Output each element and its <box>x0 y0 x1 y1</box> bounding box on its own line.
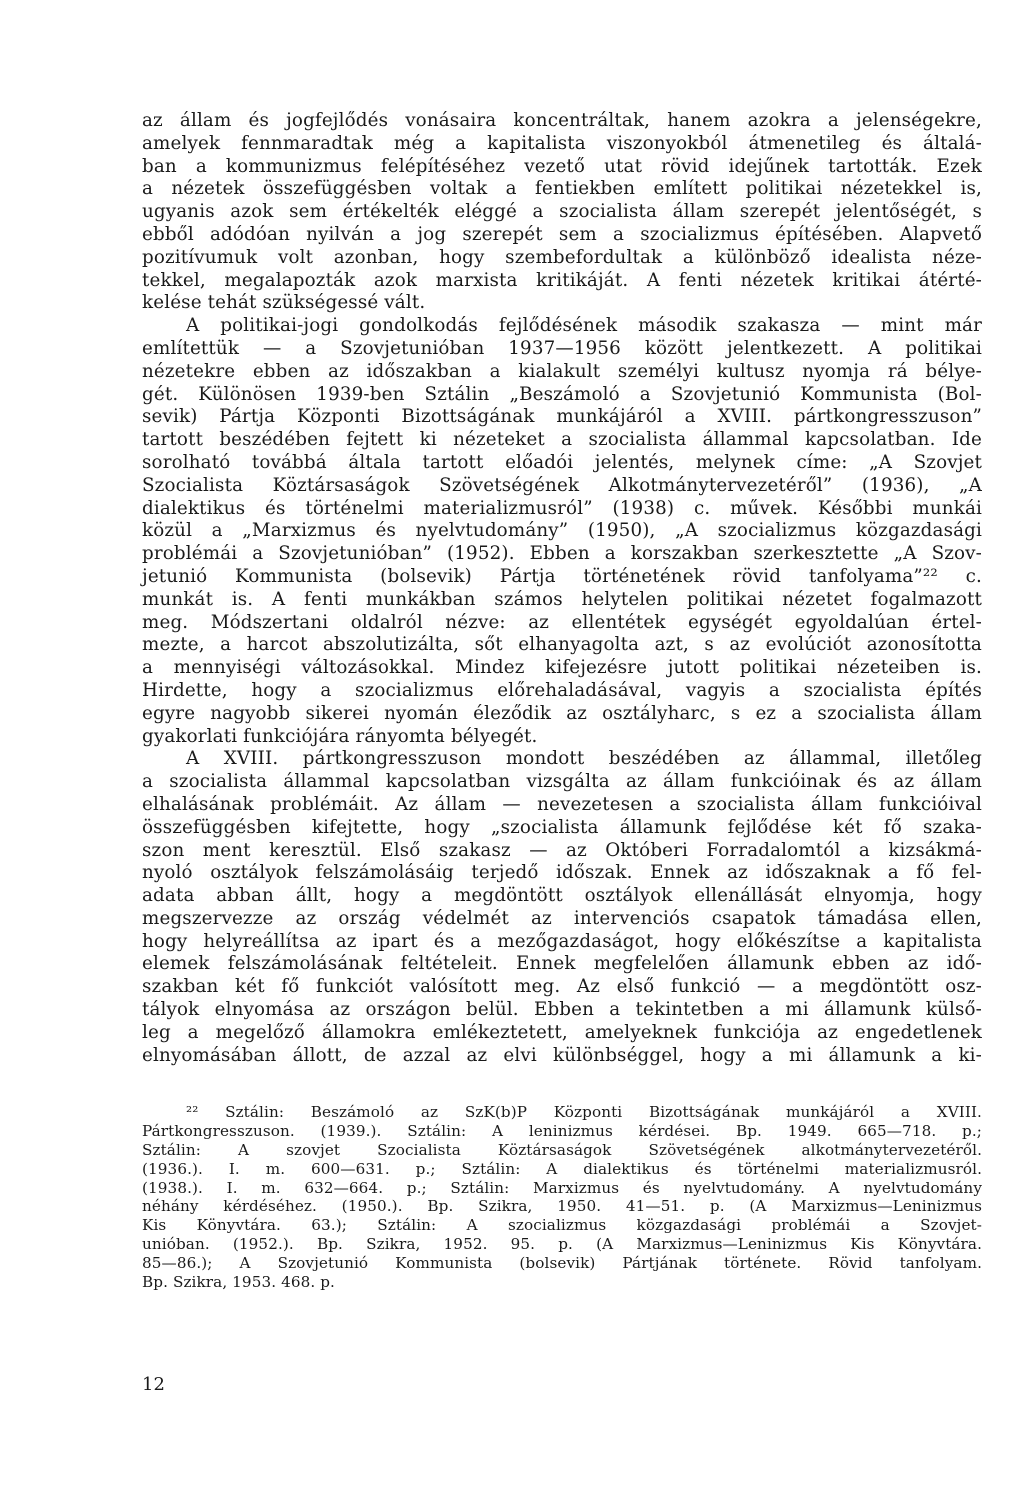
text-line: A XVIII. pártkongresszuson mondott beszédében az állammal, illetőleg <box>186 748 982 770</box>
text-line: ban a kommunizmus felépítéséhez vezető utat rövid idejűnek tartották. Ezek <box>142 155 982 177</box>
footnote-line: (1938.). I. m. 632—664. p.; Sztálin: Marxizmus és nyelvtudomány. A nyelvtudomány <box>142 1178 982 1197</box>
text-line: sevik) Pártja Központi Bizottságának munkájáról a XVIII. pártkongresszuson” <box>142 406 982 428</box>
text-line: problémái a Szovjetunióban” (1952). Ebben a korszakban szerkesztette „A Szov- <box>142 543 982 565</box>
text-line: jetunió Kommunista (bolsevik) Pártja történetének rövid tanfolyama”²² c. <box>142 565 982 587</box>
text-line: amelyek fennmaradtak még a kapitalista viszonyokból átmenetileg és általá- <box>142 132 982 154</box>
text-line: közül a „Marxizmus és nyelvtudomány” (1950), „A szocializmus közgazdasági <box>142 520 982 542</box>
text-line: elhalásának problémáit. Az állam — nevezetesen a szocialista állam funkcióival <box>142 793 982 815</box>
text-line: gét. Különösen 1939-ben Sztálin „Beszámoló a Szovjetunió Kommunista (Bol- <box>142 383 982 405</box>
page-number: 12 <box>142 1374 165 1395</box>
footnote-line: unióban. (1952.). Bp. Szikra, 1952. 95. p. (A Marxizmus—Leninizmus Kis Könyvtára. <box>142 1235 982 1254</box>
text-line: kelése tehát szükségessé vált. <box>142 292 426 314</box>
footnote-line: ²² Sztálin: Beszámoló az SzK(b)P Központi Bizottságának munkájáról a XVIII. <box>186 1103 982 1122</box>
text-line: egyre nagyobb sikerei nyomán éleződik az osztályharc, s ez a szocialista állam <box>142 702 982 724</box>
text-line: a szocialista állammal kapcsolatban vizsgálta az állam funkcióinak és az állam <box>142 771 982 793</box>
main-text <box>142 110 982 1067</box>
footnote-line: 85—86.); A Szovjetunió Kommunista (bolsevik) Pártjának története. Rövid tanfolyam. <box>142 1253 982 1272</box>
text-line: említettük — a Szovjetunióban 1937—1956 között jelentkezett. A politikai <box>142 337 982 359</box>
text-line: összefüggésben kifejtette, hogy „szocialista államunk fejlődése két fő szaka- <box>142 816 982 838</box>
text-line: mezte, a harcot abszolutizálta, sőt elhanyagolta azt, s az evolúciót azonosította <box>142 634 982 656</box>
footnote-line: Pártkongresszuson. (1939.). Sztálin: A leninizmus kérdései. Bp. 1949. 665—718. p.; <box>142 1122 982 1141</box>
text-line: sorolható továbbá általa tartott előadói jelentés, melynek címe: „A Szovjet <box>142 451 982 473</box>
text-line: elnyomásában állott, de azzal az elvi különbséggel, hogy a mi államunk a ki- <box>142 1044 982 1066</box>
text-line: tartott beszédében fejtett ki nézeteket a szocialista állammal kapcsolatban. Ide <box>142 429 982 451</box>
footnote-line: (1936.). I. m. 600—631. p.; Sztálin: A dialektikus és történelmi materializmusról. <box>142 1159 982 1178</box>
text-line: pozitívumuk volt azonban, hogy szembefordultak a különböző idealista néze- <box>142 246 982 268</box>
text-line: tályok elnyomása az országon belül. Ebben a tekintetben a mi államunk külső- <box>142 999 982 1021</box>
text-line: nyoló osztályok felszámolásáig terjedő időszak. Ennek az időszaknak a fő fel- <box>142 862 982 884</box>
footnote-line: Kis Könyvtára. 63.); Sztálin: A szocializmus közgazdasági problémái a Szovjet- <box>142 1216 982 1235</box>
text-line: szakban két fő funkciót valósított meg. Az első funkció — a megdöntött osz- <box>142 976 982 998</box>
text-line: munkát is. A fenti munkákban számos helytelen politikai nézetet fogalmazott <box>142 588 982 610</box>
text-line: a nézetek összefüggésben voltak a fentiekben említett politikai nézetekkel is, <box>142 178 982 200</box>
text-line: meg. Módszertani oldalról nézve: az ellentétek egységét egyoldalúan értel- <box>142 611 982 633</box>
footnotes <box>142 1103 982 1291</box>
footnote-line: néhány kérdéséhez. (1950.). Bp. Szikra, 1950. 41—51. p. (A Marxizmus—Leninizmus <box>142 1197 982 1216</box>
text-line: dialektikus és történelmi materializmusról” (1938) c. művek. Későbbi munkái <box>142 497 982 519</box>
footnote-line: Sztálin: A szovjet Szocialista Köztársaságok Szövetségének alkotmánytervezetéről. <box>142 1141 982 1160</box>
text-line: a mennyiségi változásokkal. Mindez kifejezésre jutott politikai nézeteiben is. <box>142 657 982 679</box>
text-line: szon ment keresztül. Első szakasz — az Októberi Forradalomtól a kizsákmá- <box>142 839 982 861</box>
page-content <box>142 110 982 1291</box>
text-line: Hirdette, hogy a szocializmus előrehaladásával, vagyis a szocialista építés <box>142 679 982 701</box>
text-line: ugyanis azok sem értékelték eléggé a szocialista állam szerepét jelentőségét, s <box>142 201 982 223</box>
text-line: A politikai-jogi gondolkodás fejlődésének második szakasza — mint már <box>186 315 982 337</box>
text-line: az állam és jogfejlődés vonásaira koncentráltak, hanem azokra a jelenségekre, <box>142 110 982 131</box>
text-line: ebből adódóan nyilván a jog szerepét sem a szocializmus építésében. Alapvető <box>142 223 982 245</box>
text-line: leg a megelőző államokra emlékeztetett, amelyeknek funkciója az engedetlenek <box>142 1021 982 1043</box>
text-line: Szocialista Köztársaságok Szövetségének Alkotmánytervezetéről” (1936), „A <box>142 474 982 496</box>
text-line: adata abban állt, hogy a megdöntött osztályok ellenállását elnyomja, hogy <box>142 885 982 907</box>
text-line: tekkel, megalapozták azok marxista kritikáját. A fenti nézetek kritikai átérté- <box>142 269 982 291</box>
text-line: megszervezze az ország védelmét az intervenciós csapatok támadása ellen, <box>142 907 982 929</box>
text-line: nézetekre ebben az időszakban a kialakult személyi kultusz nyomja rá bélye- <box>142 360 982 382</box>
text-line: elemek felszámolásának feltételeit. Ennek megfelelően államunk ebben az idő- <box>142 953 982 975</box>
text-line: hogy helyreállítsa az ipart és a mezőgazdaságot, hogy előkészítse a kapitalista <box>142 930 982 952</box>
footnote-line: Bp. Szikra, 1953. 468. p. <box>142 1272 335 1291</box>
text-line: gyakorlati funkciójára rányomta bélyegét. <box>142 725 538 747</box>
